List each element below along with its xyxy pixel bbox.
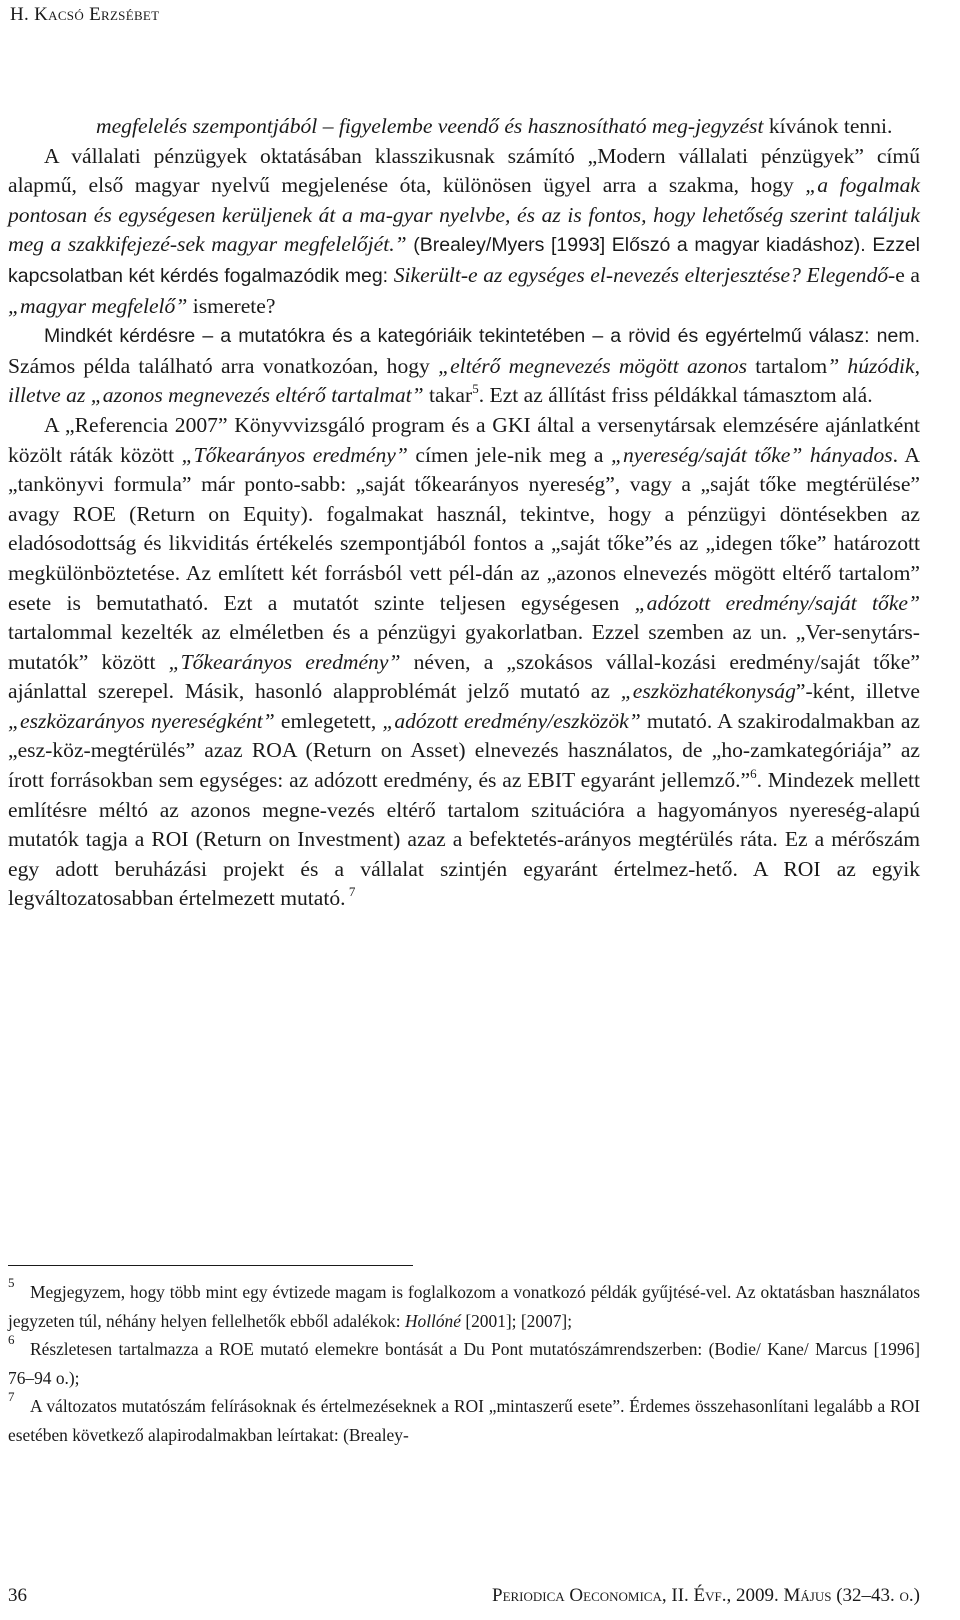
text-run: -e a [888, 262, 920, 287]
page-number: 36 [8, 1585, 27, 1606]
text-run: címen jele-nik meg a [407, 442, 611, 467]
text-run: mutató. A szakirodalmakban az „esz-köz-megtérülés” azaz ROA (Return on Asset) elnevezés használatos, de „ho-zamkategóriája” az írott forrásokban sem egységes: az adózott eredmény, és az EBIT egyaránt jellemző.” [8, 708, 920, 793]
text-run: A vállalati pénzügyek oktatásában klasszikusnak számító „Modern vállalati pénzügyek” című alapmű, első magyar nyelvű megjelenése óta, különösen ügyel arra a szakma, hogy [8, 143, 920, 198]
paragraph-2 [8, 321, 920, 411]
text-run: tartalom [755, 353, 828, 378]
paragraph-1 [8, 142, 920, 322]
text-run: „adózott eredmény/eszközök” [382, 708, 641, 733]
text-run: ” húzódik, illetve az „azonos megnevezés eltérő tartalmat” [8, 353, 920, 408]
footnote-separator [8, 1265, 413, 1266]
footnote-6 [8, 1332, 920, 1392]
text-run: A „Referencia 2007” Könyvvizsgáló program és a GKI által a versenytársak elemzésére ajánlatként közölt ráták között [8, 412, 920, 467]
text-run: tartalommal kezelték az elméletben és a pénzügyi gyakorlatban. Ezzel szemben az un. „Ver-senytárs-mutatók” között [8, 620, 920, 674]
text-run: takar [423, 383, 473, 408]
text-run: „eszközarányos nyereségként” [8, 708, 275, 733]
text-run: „Tőkearányos eredmény” [168, 649, 401, 674]
text-run: „Tőkearányos eredmény” [181, 442, 408, 467]
paragraph-0 [8, 112, 920, 142]
footnote-5 [8, 1275, 920, 1335]
text-run: Hollóné [404, 1310, 461, 1331]
text-run: ”-ként, illetve [795, 679, 920, 704]
page-footer [8, 1585, 920, 1607]
footnote-text: A változatos mutatószám felírásoknak és értelmezéseknek a ROI „mintaszerű esete”. Érdemes összehasonlítani legalább a ROI esetében következő alapirodalmakban leírtakat: (Brealey- [8, 1396, 920, 1445]
text-run: kívánok tenni. [763, 114, 893, 138]
text-run: . A „tankönyvi formula” már ponto-sabb: „saját tőkearányos nyereség”, vagy a „saját tőke megtérülése” avagy ROE (Return on Equity). fogalmakat használ, tekintve, hogy a pénzügyi döntésekben az eladósodottság és likviditás értékelés szempontjából fontos a „saját tőke”és az „idegen tőke” határozott megkülönböztetése. Az említett két forrásból vett pél-dán az „azonos elnevezés mögött eltérő tartalom” esete is bemutatható. Ezt a mutatót szinte teljesen egységesen [8, 442, 920, 615]
text-run: „a fogalmak pontosan és egységesen kerüljenek át a ma-gyar nyelvbe, és az is fontos, hogy lehetőség szerint találjuk meg a szakkifejezé-sek magyar megfelelőjét.” [8, 173, 920, 257]
footnote-number: 7 [8, 1389, 15, 1405]
footnote-ref: 5 [472, 381, 479, 397]
text-run: Megjegyzem, hogy több mint egy évtizede magam is foglalkozom a vonatkozó példák gyűjtésé-vel. Az oktatásban használatos jegyzeten túl, néhány helyen fellelhetők ebből adalékok: [8, 1282, 920, 1331]
text-run: néven, a „szokásos vállal-kozási eredmény/saját tőke” ajánlattal szerepel. Másik, hasonló alapproblémát jelző mutató az [8, 649, 920, 704]
text-run: „nyereség/saját tőke” hányados [610, 442, 893, 467]
text-run: „adózott eredmény/saját tőke” [634, 590, 920, 615]
footnote-number: 5 [8, 1275, 15, 1290]
main-text [8, 112, 920, 914]
text-run: Elegendő [806, 262, 889, 287]
footnote-text [8, 1278, 920, 1335]
text-run: . Mindezek mellett említésre méltó az azonos megne-vezés eltérő tartalom szituációra a hagyományos nyereség-alapú mutatók tagja a ROI (Return on Investment) azaz a befektetés-arányos megtérülés ráta. Ez a mérőszám egy adott beruházási projekt és a vállalat szintjén egyaránt értelmez-hető. A ROI az egyik legváltozatosabban értelmezett mutató. [8, 768, 920, 911]
text-run: Számos példa található arra vonatkozóan, hogy [8, 353, 439, 378]
text-run: „eszközhatékonyság [620, 679, 796, 704]
footnote-7 [8, 1389, 920, 1449]
text-run: (Brealey/Myers [1993] Előszó a magyar kiadáshoz). [406, 234, 866, 257]
text-run: . Ezt az állítást friss példákkal támasztom alá. [478, 383, 873, 408]
journal-citation: Periodica Oeconomica, II. Évf., 2009. Május (32–43. o.) [492, 1585, 920, 1606]
text-run: „magyar megfelelő” [8, 293, 188, 318]
paragraph-3 [8, 411, 920, 914]
text-run: emlegetett, [274, 708, 383, 733]
running-header: H. Kacsó Erzsébet [10, 4, 160, 25]
text-run: [2001]; [2007]; [460, 1310, 573, 1331]
text-run: ismerete? [187, 293, 276, 318]
text-run: Ezzel kapcsolatban két kérdés fogalmazódik meg: [8, 234, 920, 287]
text-run: „eltérő megnevezés mögött azonos [438, 353, 756, 378]
text-run: megfelelés szempontjából – figyelembe veendő és hasznosítható meg-jegyzést [96, 114, 764, 138]
footnote-number: 6 [8, 1332, 15, 1348]
footnote-ref: 6 [750, 766, 757, 782]
footnotes [8, 1275, 920, 1450]
text-run: Sikerült-e az egységes el-nevezés elterjesztése? [393, 262, 801, 287]
footnote-text: Részletesen tartalmazza a ROE mutató elemekre bontását a Du Pont mutatószámrendszerben: (Bodie/ Kane/ Marcus [1996] 76–94 o.); [8, 1339, 920, 1388]
text-run: Mindkét kérdésre – a mutatókra és a kategóriáik tekintetében – a rövid és egyértelmű válasz: nem. [44, 325, 920, 348]
footnote-ref: 7 [345, 884, 356, 900]
